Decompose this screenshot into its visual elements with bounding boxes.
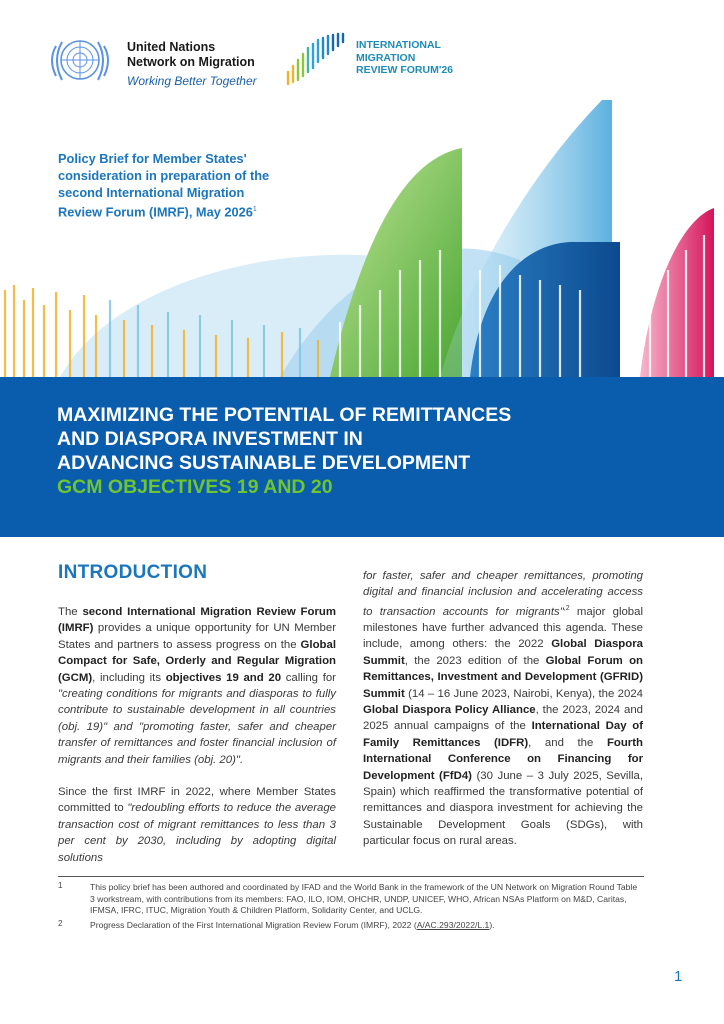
imrf-line1: INTERNATIONAL bbox=[356, 39, 441, 51]
imrf-wordmark bbox=[356, 39, 453, 77]
page-title bbox=[57, 403, 677, 499]
title-line-2: AND DIASPORA INVESTMENT IN bbox=[57, 428, 363, 450]
footnote-2-link[interactable]: A/AC.293/2022/L.1 bbox=[416, 920, 490, 930]
policy-brief-text: Policy Brief for Member States' consideration in preparation of the second International Migration Review Forum (IMRF), May 2026 bbox=[58, 151, 270, 220]
title-subtitle: GCM OBJECTIVES 19 AND 20 bbox=[57, 476, 333, 498]
un-tagline: Working Better Together bbox=[127, 74, 257, 88]
imrf-line2: MIGRATION bbox=[356, 51, 416, 64]
intro-paragraph-2: Since the first IMRF in 2022, where Member States committed to "redoubling efforts to reduce the average transaction cost of migrant remittances to less than 3 per cent by 2030, including by adopting digital solutions bbox=[58, 786, 336, 864]
decorative-wave-illustration bbox=[0, 100, 724, 380]
imrf-line3: REVIEW FORUM'26 bbox=[356, 64, 454, 76]
title-line-1: MAXIMIZING THE POTENTIAL OF REMITTANCES bbox=[57, 404, 512, 426]
section-heading-introduction: INTRODUCTION bbox=[58, 562, 208, 583]
imrf-bars-icon bbox=[285, 32, 347, 88]
title-line-3: ADVANCING SUSTAINABLE DEVELOPMENT bbox=[57, 452, 471, 474]
un-name-line1: United Nations bbox=[127, 40, 216, 54]
right-column bbox=[363, 568, 643, 850]
intro-paragraph-1: The second International Migration Review Forum (IMRF) provides a unique opportunity for UN Member States and partners to assess progress on the Global Compact for Safe, Orderly and Regular Migration (GCM), including its objectives 19 and 20 calling for "creating conditions for migrants and diasporas to fully contribute to sustainable development in all countries (obj. 19)" and "promoting faster, safer and cheaper transfer of remittances and foster financial inclusion of migrants and their families (obj. 20)". bbox=[58, 606, 336, 766]
un-emblem-icon bbox=[42, 30, 118, 90]
policy-brief-label bbox=[58, 150, 288, 220]
intro-paragraph-2-continued: for faster, safer and cheaper remittances, promoting digital and financial inclusion and accelerating access to transaction accounts for migrants"$^{,2}$ major global milestones have further advanced this agenda. These include, among others: the 2022 Global Diaspora Summit, the 2023 edition of the Global Forum on Remittances, Investment and Development (GFRID) Summit (14 – 16 June 2023, Nairobi, Kenya), the 2024 Global Diaspora Policy Alliance, the 2023, 2024 and 2025 annual campaigns of the International Day of Family Remittances (IDFR), and the Fourth International Conference on Financing for Development (FfD4) (30 June – 3 July 2025, Sevilla, Spain) which reaffirmed the transformative potential of remittances and diaspora investment for achieving the Sustainable Development Goals (SDGs), with particular focus on rural areas. bbox=[363, 570, 644, 848]
footnote-divider bbox=[58, 876, 644, 877]
page-number: 1 bbox=[674, 968, 683, 985]
footnote-1-number: 1 bbox=[58, 881, 63, 890]
footnote-ref-2: ,2 bbox=[563, 604, 570, 612]
un-name-line2: Network on Migration bbox=[127, 55, 255, 69]
footnote-2-number: 2 bbox=[58, 919, 63, 928]
policy-brief-footnote-ref: 1 bbox=[252, 206, 257, 213]
left-column bbox=[58, 604, 336, 866]
footnote-2-text: Progress Declaration of the First International Migration Review Forum (IMRF), 2022 (A/AC.293/2022/L.1). bbox=[90, 920, 495, 930]
footnote-1-text: This policy brief has been authored and coordinated by IFAD and the World Bank in the framework of the UN Network on Migration Round Table 3 workstream, with contributions from its members: FAO, ILO, IOM, OHCHR, UNDP, UNICEF, WHO, African NSAs Platform on M&D, Caritas, IFMSA, IFRC, ITUC, Migration Youth & Children Platform, Solidarity Center, and UCLG. bbox=[90, 882, 638, 915]
un-network-wordmark bbox=[127, 40, 257, 88]
